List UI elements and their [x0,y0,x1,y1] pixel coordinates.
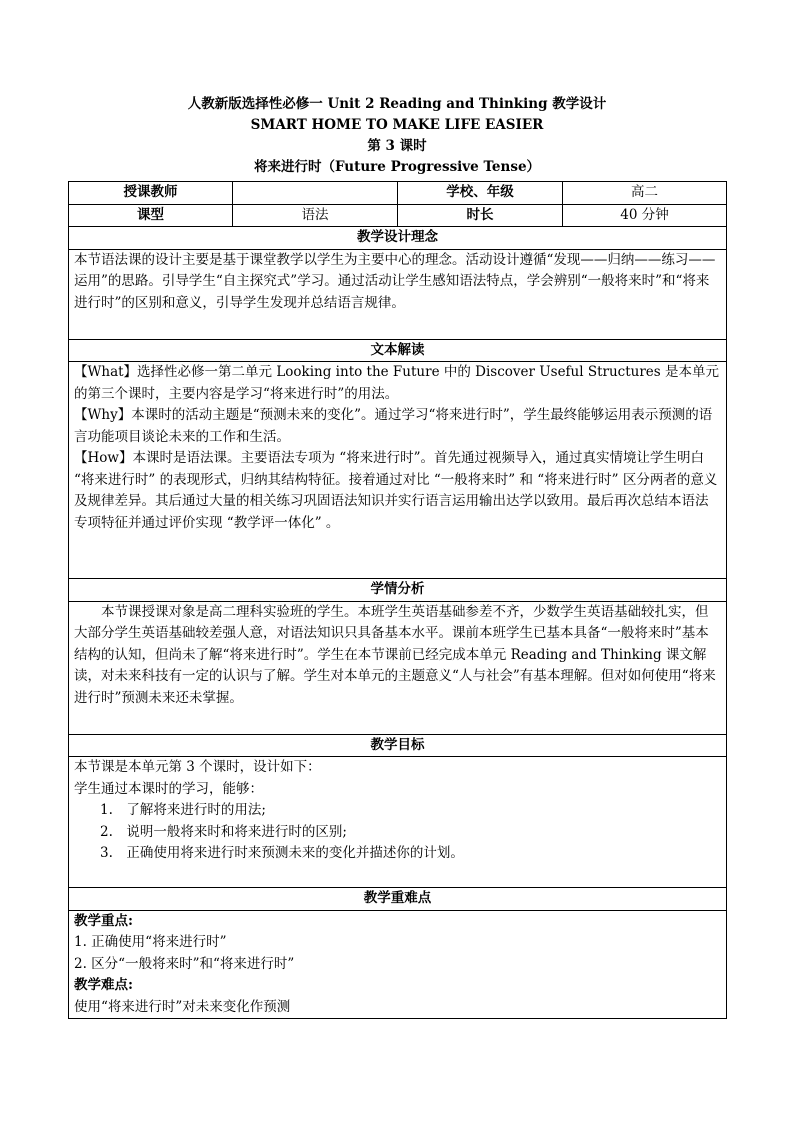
type-label: 课型 [69,204,233,227]
difficulty-text: 使用“将来进行时”对未来变化作预测 [74,998,291,1015]
what-paragraph: 【What】选择性必修一第二单元 Looking into the Future 中的 Discover Useful Structures 是本单元的第三个课时，主要内容是学习“将来进行时”的用法。 [74,364,720,402]
title-line-4: 将来进行时（Future Progressive Tense） [253,159,541,175]
how-paragraph: 【How】本课时是语法课。主要语法专项为 “将来进行时”。首先通过视频导入，通过真实情境让学生明白 “将来进行时” 的表现形式，归纳其结构特征。接着通过对比 “一般将来时” 和 “将来进行时” 区分两者的意义及规律差异。其后通过大量的相关练习巩固语法知识并实行语言运用输出达学以致用。最后再次总结本语法专项特征并通过评价实现 “教学评一体化” 。 [74,450,718,531]
objective-item: 2. 说明一般将来时和将来进行时的区别; [100,823,347,840]
focus-item: 1. 正确使用“将来进行时” [74,934,227,950]
title-line-1: 人教新版选择性必修一 Unit 2 Reading and Thinking 教学设计 [187,96,607,112]
learner-text: 本节课授课对象是高二理科实验班的学生。本班学生英语基础参差不齐，少数学生英语基础较扎实，但大部分学生英语基础较差强人意，对语法知识只具备基本水平。课前本班学生已基本具备“一般将来时”基本结构的认知，但尚未了解“将来进行时”。学生在本节课前已经完成本单元 Reading and Thinking 课文解读，对未来科技有一定的认识与了解。学生对本单元的主题意义“人与社会”有基本理解。但对如何使用“将来进行时”预测未来还未掌握。 [74,603,716,706]
section-body-row [69,757,727,888]
section-body-row [69,910,727,1019]
objective-item: 1. 了解将来进行时的用法; [100,802,266,818]
key-points-body [69,910,727,1019]
learner-body [69,601,727,734]
section-body-row [69,601,727,734]
section-header-row [69,579,727,602]
section-body-row [69,362,727,579]
section-header-row [69,339,727,362]
objectives-intro-1: 本节课是本单元第 3 个课时，设计如下： [74,759,321,775]
section-body-row [69,249,727,339]
objective-item: 3. 正确使用将来进行时来预测未来的变化并描述你的计划。 [100,845,464,861]
type-value: 语法 [233,204,398,227]
key-points-header: 教学重难点 [69,888,727,911]
difficulty-label: 教学难点: [74,977,133,993]
document-title-block [0,94,794,178]
concept-text: 本节语法课的设计主要是基于课堂教学以学生为主要中心的理念。活动设计遵循“发现——归纳——练习——运用”的思路。引导学生“自主探究式”学习。通过活动让学生感知语法特点，学会辨别“一般将来时”和“将来进行时”的区别和意义，引导学生发现并总结语言规律。 [74,251,716,311]
title-line-2: SMART HOME TO MAKE LIFE EASIER [250,117,544,133]
text-analysis-header: 文本解读 [69,339,727,362]
focus-label: 教学重点: [74,912,133,929]
objectives-header: 教学目标 [69,734,727,757]
section-header-row [69,734,727,757]
learner-header: 学情分析 [69,579,727,602]
teacher-label: 授课教师 [69,182,233,205]
focus-item: 2. 区分“一般将来时”和“将来进行时” [74,955,295,972]
section-header-row [69,888,727,911]
why-paragraph: 【Why】本课时的活动主题是“预测未来的变化”。通过学习“将来进行时”，学生最终能够运用表示预测的语言功能项目谈论未来的工作和生活。 [74,407,713,445]
duration-label: 时长 [398,204,563,227]
text-analysis-body [69,362,727,579]
objectives-intro-2: 学生通过本课时的学习，能够： [74,780,263,797]
school-value: 高二 [563,182,727,205]
lesson-plan-table [68,181,727,1019]
info-row-2 [69,204,727,227]
info-row-1 [69,182,727,205]
duration-value: 40 分钟 [563,204,727,227]
teacher-value [233,182,398,205]
title-line-3: 第 3 课时 [367,138,427,154]
section-header-row [69,227,727,250]
school-label: 学校、年级 [398,182,563,205]
concept-body [69,249,727,339]
objectives-body [69,757,727,888]
concept-header: 教学设计理念 [69,227,727,250]
